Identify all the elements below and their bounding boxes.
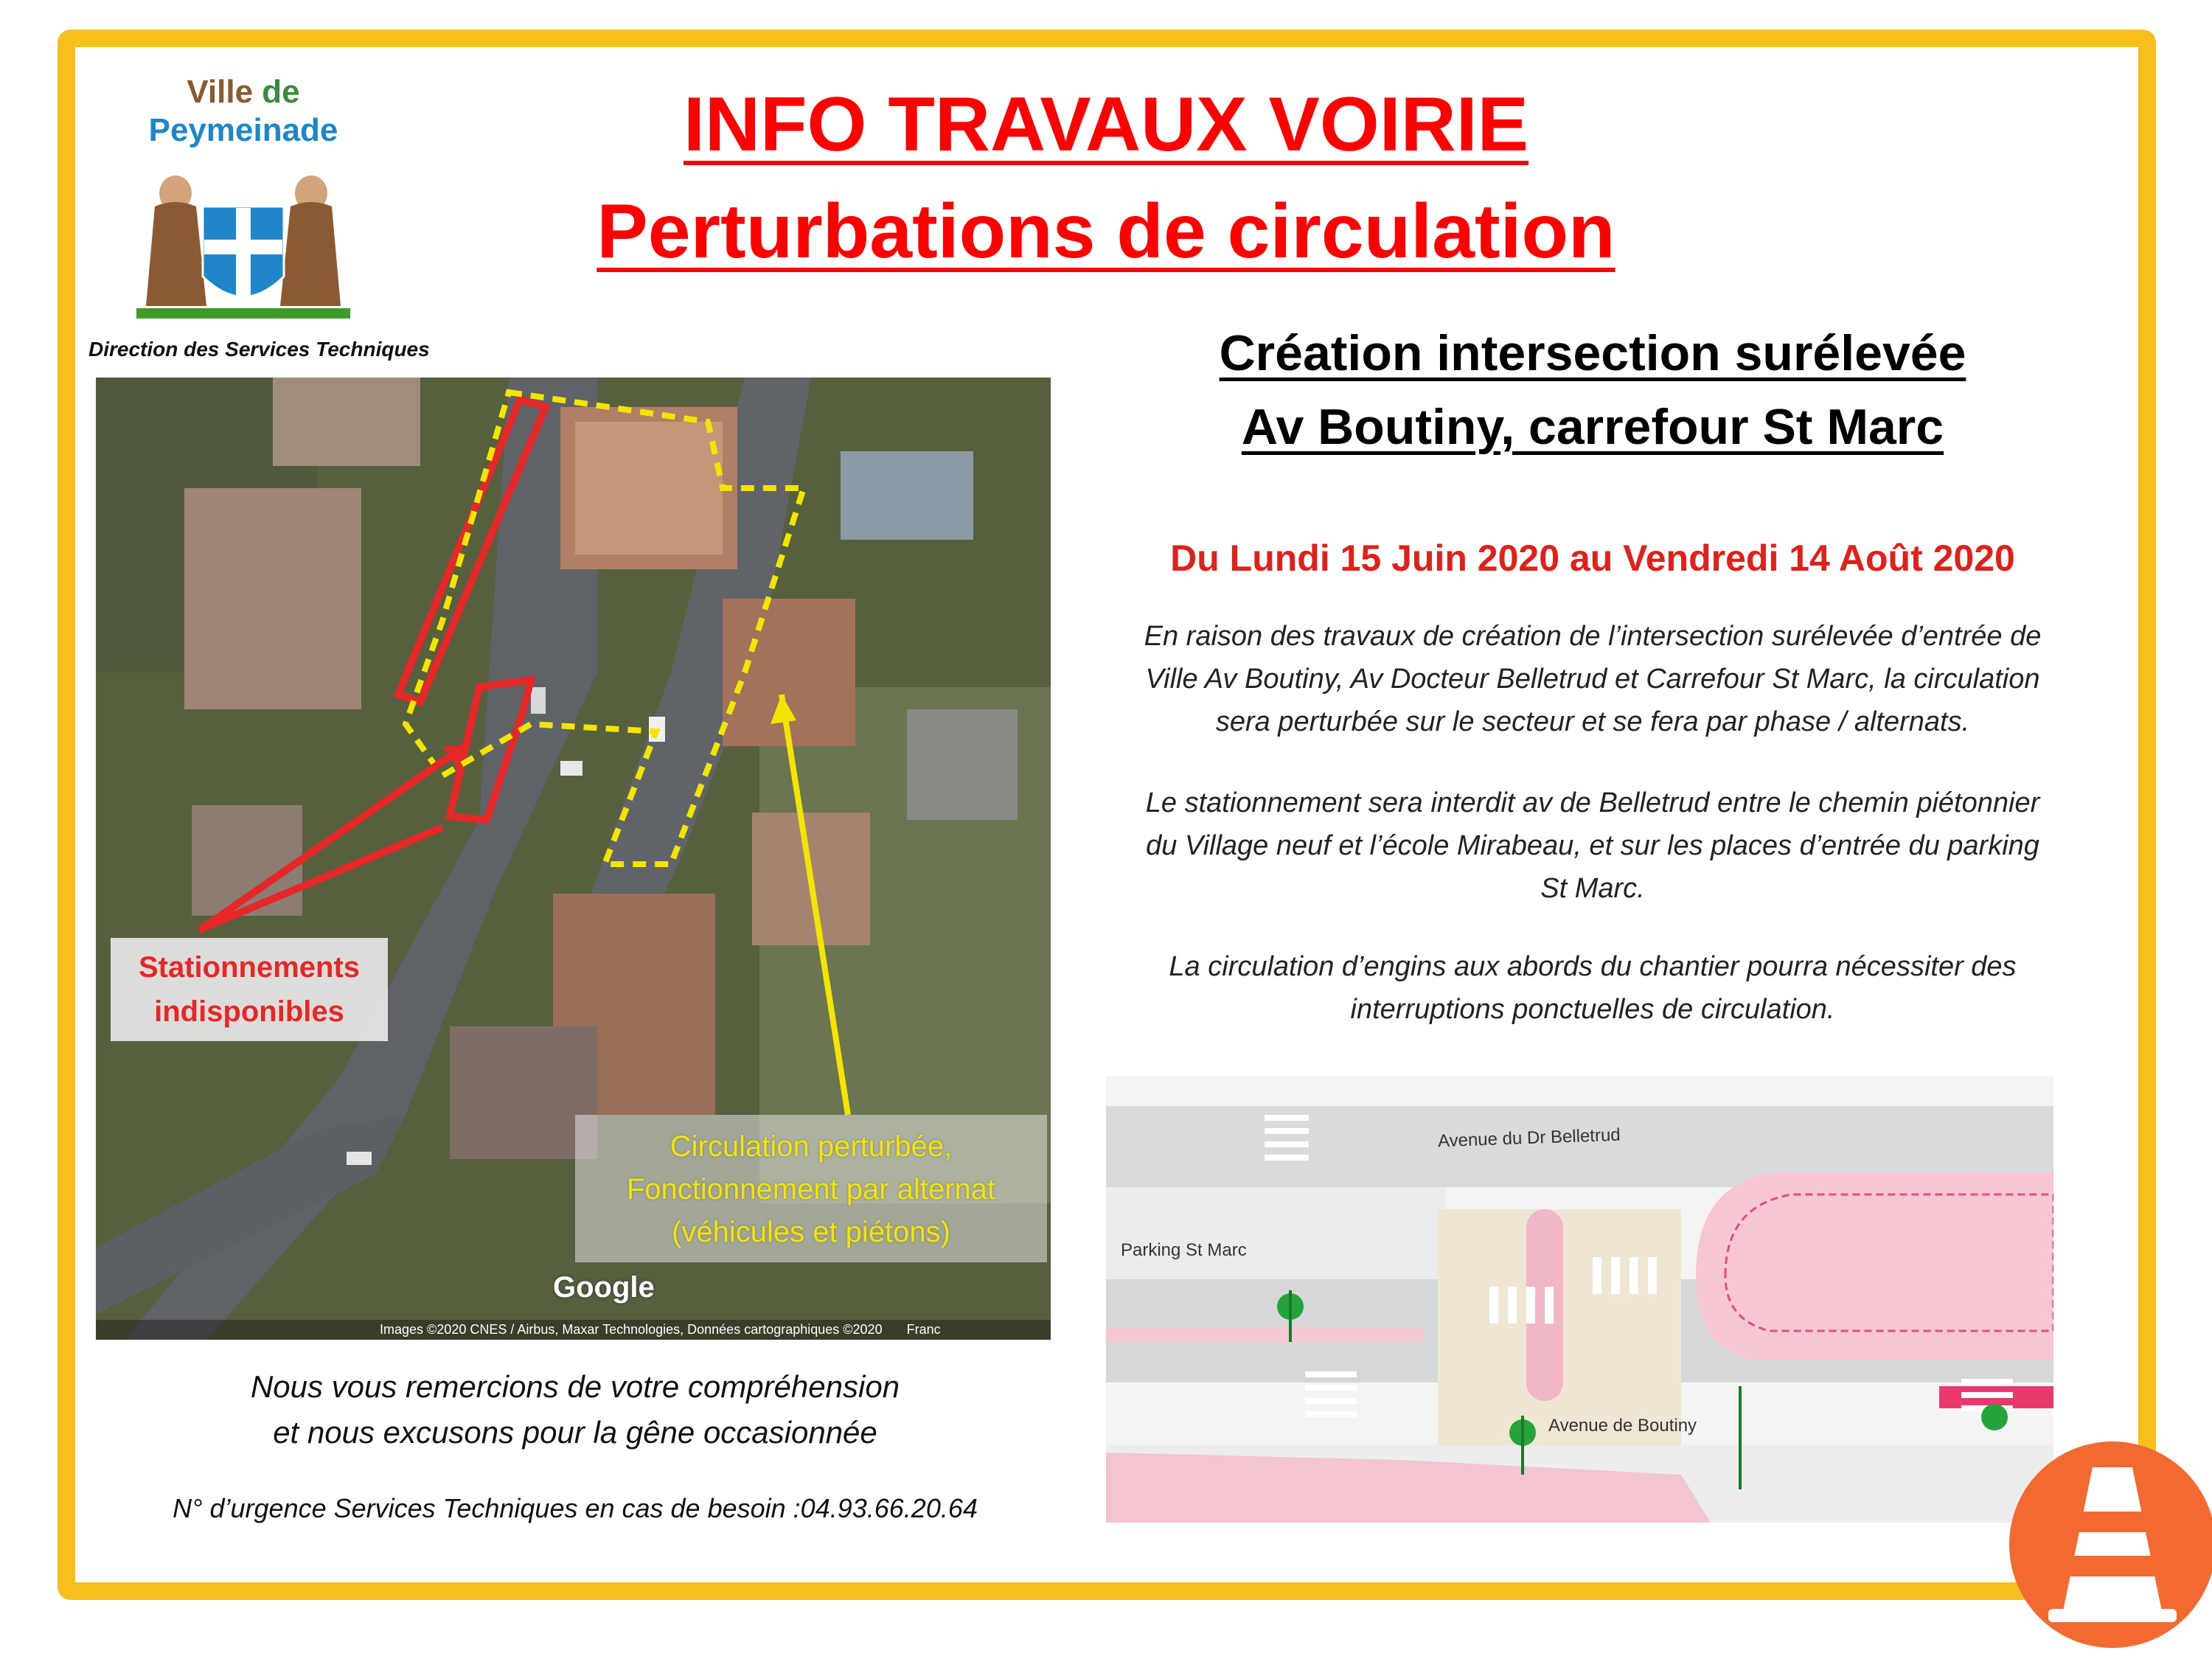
credits-suffix: Franc (906, 1322, 941, 1337)
logo-line1 (111, 74, 376, 111)
plan-label-belletrud: Avenue du Dr Belletrud (1437, 1124, 1621, 1152)
callout-line: Fonctionnement par alternat (626, 1173, 996, 1206)
paragraph-line: Le stationnement sera interdit av de Belletrud entre le chemin piétonnier (1145, 787, 2040, 818)
project-line2: Av Boutiny, carrefour St Marc (1241, 399, 1944, 455)
title-line1: INFO TRAVAUX VOIRIE (684, 82, 1528, 167)
map-credits (96, 1320, 1051, 1340)
parking-callout (111, 938, 388, 1041)
logo-word-de: de (262, 74, 300, 110)
thanks-message (96, 1364, 1054, 1455)
paragraph-line: sera perturbée sur le secteur et se fera par phase / alternats. (1215, 706, 1970, 737)
emergency-number: N° d’urgence Services Techniques en cas de besoin :04.93.66.20.64 (173, 1493, 978, 1523)
callout-line: indisponibles (154, 995, 344, 1028)
paragraph-line: du Village neuf et l’école Mirabeau, et sur les places d’entrée du parking (1146, 830, 2039, 861)
traffic-cone-icon (2006, 1438, 2212, 1652)
title-line2: Perturbations de circulation (597, 189, 1615, 274)
plan-label-boutiny: Avenue de Boutiny (1548, 1416, 1697, 1436)
callout-line: (véhicules et piétons) (672, 1216, 950, 1248)
callout-line: Circulation perturbée, (669, 1130, 953, 1163)
department-caption: Direction des Services Techniques (88, 338, 430, 361)
paragraph-3 (1062, 945, 2124, 1031)
paragraph-line: La circulation d’engins aux abords du chantier pourra nécessiter des (1169, 951, 2017, 982)
paragraph-line: En raison des travaux de création de l’intersection surélevée d’entrée de (1144, 621, 2042, 652)
project-line1: Création intersection surélevée (1219, 325, 1966, 381)
paragraph-1 (1062, 615, 2124, 743)
paragraph-2 (1062, 782, 2124, 910)
project-heading-1 (1062, 324, 2124, 382)
page-title (479, 81, 1733, 169)
circulation-callout (575, 1115, 1047, 1262)
paragraph-line: interruptions ponctuelles de circulation. (1350, 994, 1835, 1025)
coat-of-arms-icon (133, 155, 354, 321)
logo-town-name: Peymeinade (148, 112, 338, 148)
thanks-line: Nous vous remercions de votre compréhension (250, 1369, 900, 1404)
site-plan (1106, 1077, 2053, 1523)
page-subtitle (479, 188, 1733, 276)
plan-label-parking: Parking St Marc (1121, 1240, 1247, 1260)
project-heading-2 (1062, 398, 2124, 456)
callout-line: Stationnements (138, 951, 361, 984)
credits-text: Images ©2020 CNES / Airbus, Maxar Technologies, Données cartographiques ©2020 (380, 1322, 883, 1337)
thanks-line: et nous excusons pour la gêne occasionnée (273, 1415, 877, 1450)
aerial-map (96, 378, 1051, 1340)
town-logo (111, 74, 376, 324)
paragraph-line: Ville Av Boutiny, Av Docteur Belletrud et Carrefour St Marc, la circulation (1145, 664, 2040, 695)
google-watermark: Google (553, 1271, 655, 1304)
logo-word-ville: Ville (187, 74, 254, 110)
date-range: Du Lundi 15 Juin 2020 au Vendredi 14 Août 2020 (1170, 538, 2015, 579)
paragraph-line: St Marc. (1540, 873, 1645, 904)
